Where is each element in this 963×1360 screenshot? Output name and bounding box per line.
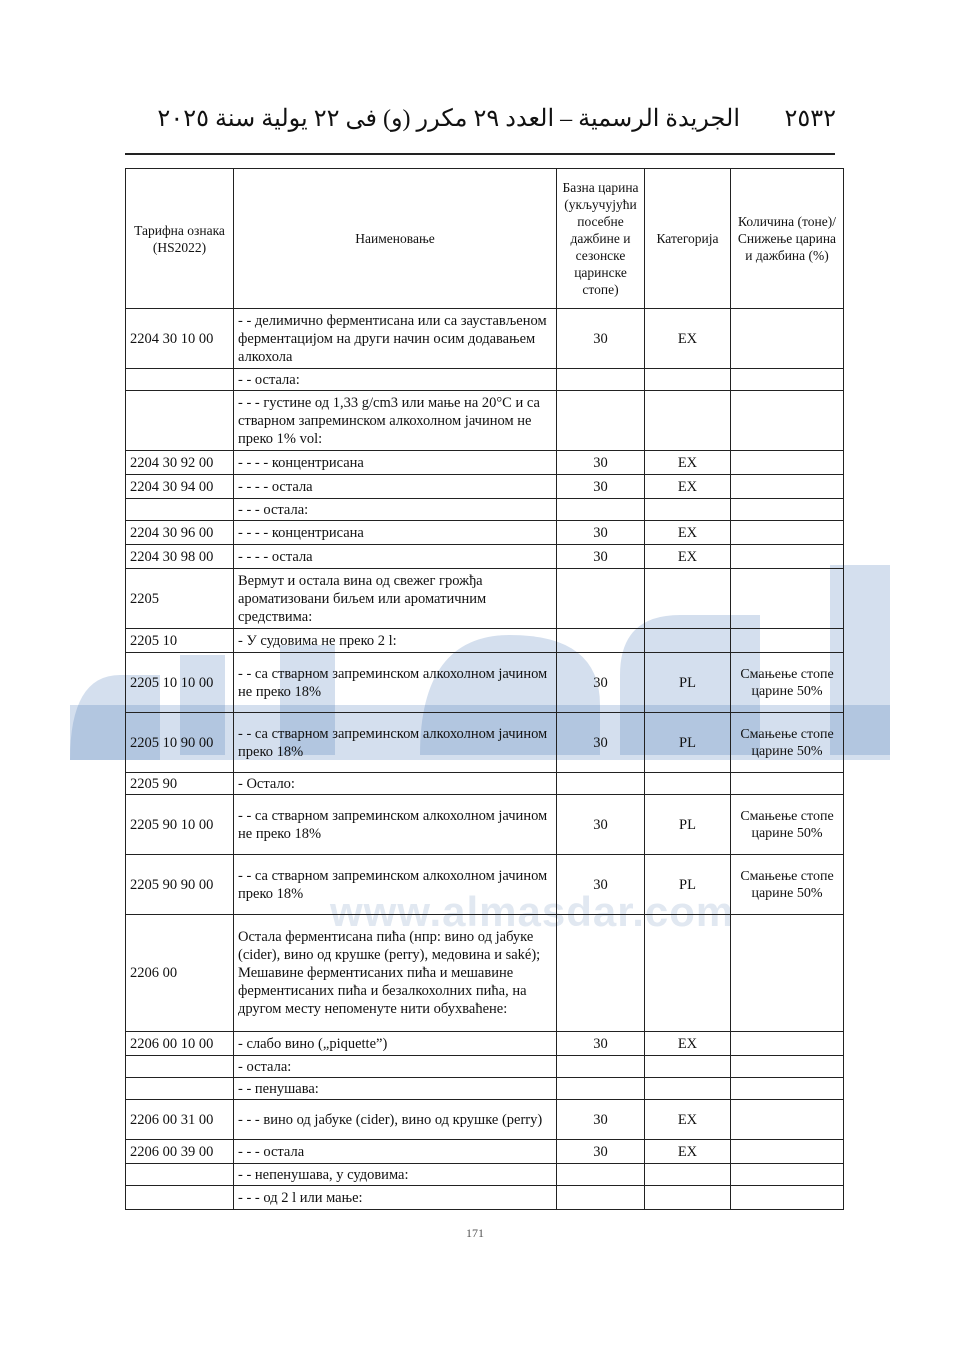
cell-description: - - са стварном запреминском алкохолном јачином преко 18%: [234, 713, 557, 773]
cell-tariff-code: 2206 00 39 00: [126, 1140, 234, 1164]
cell-description: - - - - остала: [234, 475, 557, 499]
cell-tariff-code: 2206 00: [126, 915, 234, 1032]
cell-tariff-code: [126, 1078, 234, 1100]
cell-base-rate: 30: [557, 795, 645, 855]
cell-base-rate: [557, 1078, 645, 1100]
cell-quantity: [731, 1164, 844, 1186]
cell-category: EX: [645, 545, 731, 569]
cell-quantity: [731, 499, 844, 521]
cell-base-rate: 30: [557, 713, 645, 773]
cell-quantity: [731, 1186, 844, 1210]
cell-base-rate: 30: [557, 1032, 645, 1056]
cell-base-rate: [557, 773, 645, 795]
cell-base-rate: [557, 915, 645, 1032]
cell-tariff-code: 2204 30 92 00: [126, 451, 234, 475]
cell-category: EX: [645, 1100, 731, 1140]
table-row: [126, 1186, 844, 1210]
cell-quantity: [731, 569, 844, 629]
cell-quantity: [731, 1032, 844, 1056]
cell-quantity: [731, 451, 844, 475]
cell-category: [645, 773, 731, 795]
cell-tariff-code: 2204 30 10 00: [126, 309, 234, 369]
cell-quantity: Смањење стопе царине 50%: [731, 855, 844, 915]
cell-tariff-code: 2205 10 90 00: [126, 713, 234, 773]
gazette-header: [125, 104, 840, 144]
cell-category: PL: [645, 713, 731, 773]
cell-tariff-code: [126, 391, 234, 451]
cell-category: EX: [645, 309, 731, 369]
table-row: [126, 391, 844, 451]
cell-category: [645, 629, 731, 653]
cell-tariff-code: 2204 30 98 00: [126, 545, 234, 569]
cell-category: [645, 1164, 731, 1186]
cell-description: - - - остала:: [234, 499, 557, 521]
table-row: [126, 855, 844, 915]
cell-description: - - са стварном запреминском алкохолном јачином преко 18%: [234, 855, 557, 915]
tariff-table-body: [126, 309, 844, 1210]
almasdar-watermark-url: www.almasdar.com: [330, 888, 735, 935]
table-row: [126, 1100, 844, 1140]
cell-quantity: [731, 521, 844, 545]
cell-quantity: [731, 475, 844, 499]
cell-tariff-code: [126, 1164, 234, 1186]
cell-base-rate: [557, 1186, 645, 1210]
cell-description: - - са стварном запреминском алкохолном јачином не преко 18%: [234, 795, 557, 855]
table-row: [126, 369, 844, 391]
cell-tariff-code: [126, 1056, 234, 1078]
cell-category: [645, 499, 731, 521]
table-row: [126, 545, 844, 569]
cell-description: - остала:: [234, 1056, 557, 1078]
cell-description: - - - вино од јабуке (cider), вино од крушке (perry): [234, 1100, 557, 1140]
column-header-code: Тарифна ознака (HS2022): [126, 169, 234, 309]
cell-category: [645, 1078, 731, 1100]
cell-tariff-code: [126, 499, 234, 521]
cell-description: - - - остала: [234, 1140, 557, 1164]
cell-base-rate: [557, 1056, 645, 1078]
cell-category: EX: [645, 451, 731, 475]
cell-tariff-code: 2204 30 94 00: [126, 475, 234, 499]
cell-quantity: Смањење стопе царине 50%: [731, 653, 844, 713]
gazette-title: الجريدة الرسمية – العدد ٢٩ مكرر (و) فى ٢٢ يولية سنة ٢٠٢٥: [157, 106, 740, 132]
cell-category: [645, 1056, 731, 1078]
cell-description: - - - - концентрисана: [234, 521, 557, 545]
cell-quantity: [731, 1140, 844, 1164]
table-row: [126, 451, 844, 475]
cell-quantity: [731, 1078, 844, 1100]
cell-base-rate: 30: [557, 521, 645, 545]
table-row: [126, 475, 844, 499]
table-row: [126, 1164, 844, 1186]
table-row: [126, 309, 844, 369]
table-row: [126, 1140, 844, 1164]
cell-quantity: [731, 391, 844, 451]
cell-category: [645, 569, 731, 629]
cell-category: EX: [645, 521, 731, 545]
cell-category: EX: [645, 1032, 731, 1056]
tariff-table: [125, 168, 844, 1210]
cell-tariff-code: [126, 369, 234, 391]
cell-base-rate: [557, 569, 645, 629]
table-row: [126, 499, 844, 521]
cell-base-rate: [557, 391, 645, 451]
column-header-base-rate: Базна царина (укључујући посебне дажбине и сезонске царинске стопе): [557, 169, 645, 309]
cell-description: Остала ферментисана пића (нпр: вино од јабуке (cider), вино од крушке (perry), медовина и saké); Мешавине ферментисаних пића и мешавине ферментисаних пића и безалкохолних пића, на другом месту непоменуте нити обухваћене:: [234, 915, 557, 1032]
cell-tariff-code: 2205: [126, 569, 234, 629]
cell-base-rate: [557, 1164, 645, 1186]
table-row: [126, 521, 844, 545]
cell-base-rate: [557, 629, 645, 653]
cell-category: PL: [645, 653, 731, 713]
cell-description: - - остала:: [234, 369, 557, 391]
footer-page-mark: 171: [466, 1226, 484, 1240]
cell-tariff-code: 2204 30 96 00: [126, 521, 234, 545]
column-header-description: Наименовање: [234, 169, 557, 309]
cell-base-rate: 30: [557, 1140, 645, 1164]
cell-base-rate: 30: [557, 475, 645, 499]
cell-base-rate: 30: [557, 451, 645, 475]
cell-description: - - пенушава:: [234, 1078, 557, 1100]
cell-quantity: [731, 915, 844, 1032]
cell-description: - слабо вино („piquette”): [234, 1032, 557, 1056]
table-row: [126, 1056, 844, 1078]
cell-category: [645, 1186, 731, 1210]
cell-category: [645, 391, 731, 451]
cell-tariff-code: [126, 1186, 234, 1210]
cell-base-rate: [557, 369, 645, 391]
cell-quantity: [731, 1056, 844, 1078]
cell-description: Вермут и остала вина од свежег грожђа ароматизовани биљем или ароматичним средствима:: [234, 569, 557, 629]
cell-base-rate: 30: [557, 1100, 645, 1140]
column-header-quantity: Количина (тоне)/ Снижење царина и дажбина (%): [731, 169, 844, 309]
cell-category: EX: [645, 475, 731, 499]
cell-quantity: [731, 773, 844, 795]
table-row: [126, 1078, 844, 1100]
cell-quantity: [731, 545, 844, 569]
cell-description: - Остало:: [234, 773, 557, 795]
cell-quantity: Смањење стопе царине 50%: [731, 795, 844, 855]
cell-tariff-code: 2205 90 10 00: [126, 795, 234, 855]
cell-quantity: [731, 629, 844, 653]
cell-category: PL: [645, 795, 731, 855]
cell-category: [645, 915, 731, 1032]
cell-base-rate: 30: [557, 855, 645, 915]
column-header-category: Категорија: [645, 169, 731, 309]
cell-base-rate: [557, 499, 645, 521]
table-row: [126, 569, 844, 629]
cell-description: - - - - остала: [234, 545, 557, 569]
cell-description: - - - од 2 l или мање:: [234, 1186, 557, 1210]
cell-category: [645, 369, 731, 391]
cell-tariff-code: 2205 90: [126, 773, 234, 795]
cell-description: - - делимично ферментисана или са заустављеном ферментацијом на други начин осим додавањем алкохола: [234, 309, 557, 369]
cell-description: - - - густине од 1,33 g/cm3 или мање на 20°C и са стварном запреминском алкохолном јачином не преко 1% vol:: [234, 391, 557, 451]
cell-base-rate: 30: [557, 545, 645, 569]
table-row: [126, 629, 844, 653]
cell-base-rate: 30: [557, 653, 645, 713]
cell-description: - - непенушава, у судовима:: [234, 1164, 557, 1186]
cell-quantity: Смањење стопе царине 50%: [731, 713, 844, 773]
table-row: [126, 773, 844, 795]
cell-quantity: [731, 1100, 844, 1140]
table-row: [126, 915, 844, 1032]
cell-quantity: [731, 369, 844, 391]
cell-category: EX: [645, 1140, 731, 1164]
table-row: [126, 713, 844, 773]
cell-tariff-code: 2205 10: [126, 629, 234, 653]
cell-tariff-code: 2205 10 10 00: [126, 653, 234, 713]
cell-tariff-code: 2205 90 90 00: [126, 855, 234, 915]
table-header-row: [126, 169, 844, 309]
cell-description: - У судовима не преко 2 l:: [234, 629, 557, 653]
header-rule: [125, 153, 835, 155]
table-row: [126, 653, 844, 713]
cell-tariff-code: 2206 00 10 00: [126, 1032, 234, 1056]
cell-description: - - - - концентрисана: [234, 451, 557, 475]
cell-description: - - са стварном запреминском алкохолном јачином не преко 18%: [234, 653, 557, 713]
cell-category: PL: [645, 855, 731, 915]
page-number: ٢٥٣٢: [784, 106, 836, 132]
table-row: [126, 795, 844, 855]
cell-base-rate: 30: [557, 309, 645, 369]
cell-tariff-code: 2206 00 31 00: [126, 1100, 234, 1140]
cell-quantity: [731, 309, 844, 369]
table-row: [126, 1032, 844, 1056]
